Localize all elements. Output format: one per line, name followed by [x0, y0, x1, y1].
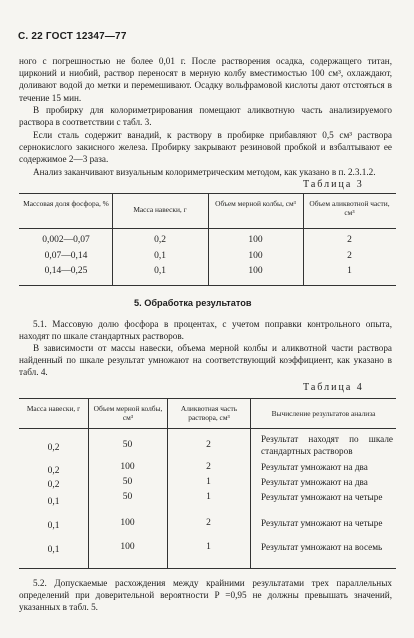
paragraph-5-1: 5.1. Массовую долю фосфора в процентах, с учетом поправки контрольного опыта, находят по шкале стандартных растворов.: [19, 319, 392, 342]
table3-cell: 100: [248, 266, 263, 276]
table4-cell: 50: [122, 492, 133, 502]
table4-col-divider: [167, 398, 168, 568]
table4-cell: 0,1: [47, 545, 60, 555]
paragraph-coefficient: В зависимости от массы навески, объема мерной колбы и аликвотной части раствора найденный по шкале результат умножают на соответствующий коэффициент, как указано в табл. 4.: [19, 343, 392, 378]
table3-header-cell: Масса навески, г: [133, 205, 187, 214]
table4-cell: 1: [206, 492, 211, 502]
table3-cell: 0,14—0,25: [44, 266, 88, 276]
table4-col-divider: [88, 398, 89, 568]
table3-cell: 100: [248, 251, 263, 261]
table4-cell: 0,2: [47, 443, 60, 453]
table3-cell: 0,2: [154, 235, 166, 245]
table4-calc-cell: Результат находят по шкале стандартных растворов: [261, 434, 393, 457]
table3-col-divider: [208, 193, 209, 285]
table4-cell: 1: [206, 477, 211, 487]
table3-cell: 2: [347, 251, 352, 261]
table4-cell: 50: [122, 440, 133, 450]
table4-cell: 2: [206, 440, 211, 450]
table4-cell: 0,1: [47, 521, 60, 531]
table3-cell: 0,1: [154, 251, 166, 261]
table4-col-divider: [250, 398, 251, 568]
table3-col-divider: [303, 193, 304, 285]
table4-cell: 2: [206, 518, 211, 528]
table4-cell: 50: [122, 477, 133, 487]
table4-header-cell: Вычисление результатов анализа: [271, 409, 376, 418]
table3-bottom-rule: [19, 285, 396, 286]
table4-calc-cell: Результат умножают на два: [261, 462, 368, 472]
table4-cell: 1: [206, 542, 211, 552]
table4-top-rule: [19, 398, 396, 399]
table4-cell: 100: [120, 518, 135, 528]
paragraph-aliquot: В пробирку для колориметрирования помещают аликвотную часть анализируемого раствора в соответствии с табл. 3.: [19, 105, 392, 128]
page-header: С. 22 ГОСТ 12347—77: [18, 31, 127, 42]
table4-cell: 0,2: [47, 480, 60, 490]
table3-cell: 100: [248, 235, 263, 245]
table4-calc-cell: Результат умножают на два: [261, 477, 368, 487]
table4-cell: 2: [206, 462, 211, 472]
table3-col-divider: [112, 193, 113, 285]
table4-calc-cell: Результат умножают на восемь: [261, 542, 383, 552]
table3-cell: 0,07—0,14: [44, 251, 88, 261]
table4-bottom-rule: [19, 568, 396, 569]
table3-cell: 0,002—0,07: [42, 235, 90, 245]
table4-header-rule: [19, 428, 396, 429]
table3-cell: 0,1: [154, 266, 166, 276]
table3-cell: 1: [347, 266, 352, 276]
table4-calc-cell: Результат умножают на четыре: [261, 492, 383, 502]
paragraph-finish: Анализ заканчивают визуальным колориметрическим методом, как указано в п. 2.3.1.2.: [33, 167, 376, 177]
table4-cell: 0,2: [47, 466, 60, 476]
table3-cell: 2: [347, 235, 352, 245]
paragraph-vanadium: Если сталь содержит ванадий, к раствору в пробирке прибавляют 0,5 см³ раствора сернокислого закисного железа. Пробирку закрывают резиновой пробкой и взбалтывают ее содержимое 2—3 раза.: [19, 130, 392, 165]
table4-cell: 100: [120, 542, 135, 552]
table4-header-cell: Объем мерной колбы, см³: [93, 404, 163, 422]
table3-header-cell: Массовая доля фосфора, %: [23, 199, 109, 208]
table4-header-cell: Масса навески, г: [26, 404, 81, 413]
table4-cell: 0,1: [47, 497, 60, 507]
table4-calc-cell: Результат умножают на четыре: [261, 518, 383, 528]
section-title: 5. Обработка результатов: [134, 298, 252, 308]
table3-header-cell: Объем аликвотной части, см³: [309, 199, 390, 217]
table3-caption: Таблица 3: [303, 179, 364, 190]
paragraph-5-2: 5.2. Допускаемые расхождения между крайними результатами трех параллельных определений при доверительной вероятности P =0,95 не должны превышать значений, указанных в табл. 5.: [19, 578, 392, 613]
table4-caption: Таблица 4: [303, 382, 364, 393]
paragraph-dissolution: ного с погрешностью не более 0,01 г. После растворения осадка, содержащего титан, цирконий и ниобий, раствор переносят в мерную колбу вместимостью 100 см³, охлаждают, доливают водой до метки и перемешивают. Осадку вольфрамовой кислоты дают отстояться в течение 15 мин.: [19, 56, 392, 103]
table4-cell: 100: [120, 462, 135, 472]
table3-header-cell: Объем мерной колбы, см³: [215, 199, 296, 208]
table4-header-cell: Аликвотная часть раствора, см³: [180, 404, 238, 422]
